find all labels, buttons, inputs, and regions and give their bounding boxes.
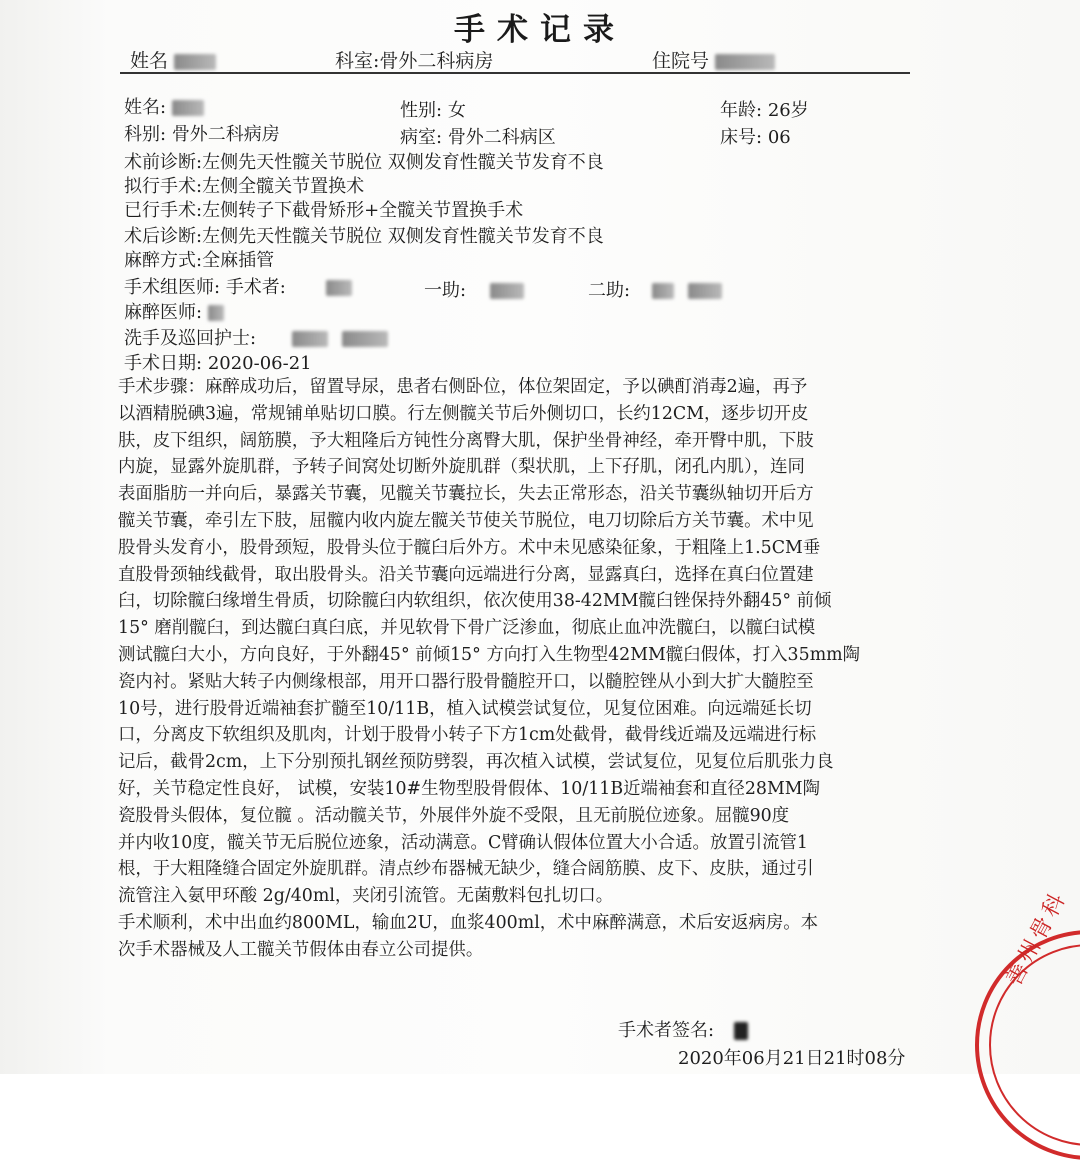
procedure-line: 10号，进行股骨近端袖套扩髓至10/11B，植入试模尝试复位，见复位困难。向远端延长切 [118, 698, 812, 719]
page-title: 手术记录 [454, 12, 626, 48]
official-seal-text: 善州骨科 [1001, 886, 1073, 991]
redaction-block [174, 54, 216, 70]
info-preop-diagnosis: 术前诊断:左侧先天性髋关节脱位 双侧发育性髋关节发育不良 [124, 152, 604, 173]
procedure-line: 测试髋臼大小，方向良好，于外翻45° 前倾15° 方向打入生物型42MM髋臼假体，打入35mm陶 [118, 644, 861, 665]
redaction-block [342, 331, 388, 347]
procedure-line: 臼，切除髋臼缘增生骨质，切除髋臼内软组织，依次使用38-42MM髋臼锉保持外翻45° 前倾 [118, 591, 832, 612]
procedure-line: 流管注入氨甲环酸 2g/40ml，夹闭引流管。无菌敷料包扎切口。 [118, 886, 614, 907]
info-performed-surgery: 已行手术:左侧转子下截骨矫形+全髋关节置换手术 [124, 200, 524, 221]
procedure-line: 15° 磨削髋臼，到达髋臼真臼底，并见软骨下骨广泛渗血，彻底止血冲洗髋臼，以髋臼试模 [118, 618, 816, 639]
info-gender: 性别: 女 [400, 100, 466, 121]
procedure-line: 口，分离皮下软组织及肌肉，计划于股骨小转子下方1cm处截骨，截骨线近端及远端进行标 [118, 725, 817, 746]
header-name: 姓名 [130, 46, 216, 73]
procedure-line: 次手术器械及人工髋关节假体由春立公司提供。 [118, 939, 484, 960]
info-postop-diagnosis: 术后诊断:左侧先天性髋关节脱位 双侧发育性髋关节发育不良 [124, 226, 604, 247]
procedure-line: 股骨头发育小，股骨颈短，股骨头位于髋臼后外方。术中未见感染征象，于粗隆上1.5CM垂 [118, 537, 821, 558]
procedure-line: 记后，截骨2cm，上下分别预扎钢丝预防劈裂，再次植入试模，尝试复位，见复位后肌张力良 [118, 752, 834, 773]
official-seal [975, 886, 1080, 1160]
surgeon-signature: 手术者签名: [618, 1016, 748, 1042]
procedure-line: 以酒精脱碘3遍，常规铺单贴切口膜。行左侧髋关节后外侧切口，长约12CM，逐步切开皮 [118, 403, 809, 424]
info-surgery-date: 手术日期: 2020-06-21 [124, 353, 312, 374]
redaction-block [715, 54, 775, 70]
procedure-text [118, 374, 893, 964]
redaction-block [208, 305, 224, 321]
info-dept: 科别: 骨外二科病房 [124, 124, 280, 145]
info-bed: 床号: 06 [720, 127, 791, 148]
info-anesthetist: 麻醉医师: [124, 298, 224, 324]
redaction-block [490, 283, 524, 299]
info-anesthesia: 麻醉方式:全麻插管 [124, 250, 275, 271]
procedure-line: 内旋，显露外旋肌群，予转子间窝处切断外旋肌群（梨状肌，上下孖肌，闭孔内肌），连同 [118, 457, 805, 478]
redaction-block [326, 280, 352, 296]
info-assistant-2: 二助: [588, 276, 722, 302]
info-assistant-1: 一助: [424, 276, 524, 302]
redaction-block [688, 283, 722, 299]
header-divider [120, 72, 910, 74]
header-dept: 科室:骨外二科病房 [335, 50, 494, 72]
procedure-line: 直股骨颈轴线截骨，取出股骨头。沿关节囊向远端进行分离，显露真臼，选择在真臼位置建 [118, 564, 814, 585]
procedure-line: 根，于大粗隆缝合固定外旋肌群。清点纱布器械无缺少，缝合阔筋膜、皮下、皮肤，通过引 [118, 859, 814, 880]
info-nurses: 洗手及巡回护士: [124, 324, 388, 350]
redaction-block [292, 331, 328, 347]
procedure-line: 髋关节囊，牵引左下肢，屈髋内收内旋左髋关节使关节脱位，电刀切除后方关节囊。术中见 [118, 510, 814, 531]
redaction-block [734, 1022, 748, 1040]
procedure-line: 手术步骤：麻醉成功后，留置导尿，患者右侧卧位，体位架固定，予以碘酊消毒2遍，再予 [118, 377, 808, 397]
procedure-line: 肤，皮下组织，阔筋膜，予大粗隆后方钝性分离臀大肌，保护坐骨神经，牵开臀中肌，下肢 [118, 430, 814, 451]
info-name: 姓名: [124, 93, 204, 119]
info-ward: 病室: 骨外二科病区 [400, 127, 556, 148]
procedure-line: 瓷内衬。紧贴大转子内侧缘根部，用开口器行股骨髓腔开口，以髓腔锉从小到大扩大髓腔至 [118, 671, 814, 692]
header-admission-no: 住院号 [652, 46, 775, 73]
redaction-block [652, 283, 674, 299]
signature-datetime: 2020年06月21日21时08分 [678, 1048, 906, 1069]
procedure-line: 好，关节稳定性良好， 试模，安装10#生物型股骨假体、10/11B近端袖套和直径28MM陶 [118, 778, 820, 799]
procedure-line: 并内收10度，髋关节无后脱位迹象，活动满意。C臂确认假体位置大小合适。放置引流管1 [118, 832, 808, 853]
redaction-block [172, 100, 204, 116]
info-surgeons: 手术组医师: 手术者: [124, 273, 352, 299]
procedure-line: 瓷股骨头假体，复位髋 。活动髋关节，外展伴外旋不受限，且无前脱位迹象。屈髋90度 [118, 805, 790, 826]
procedure-line: 表面脂肪一并向后，暴露关节囊，见髋关节囊拉长，失去正常形态，沿关节囊纵轴切开后方 [118, 484, 814, 505]
procedure-line: 手术顺利，术中出血约800ML，输血2U，血浆400ml，术中麻醉满意，术后安返病房。本 [118, 912, 819, 933]
info-planned-surgery: 拟行手术:左侧全髋关节置换术 [124, 176, 365, 197]
info-age: 年龄: 26岁 [720, 100, 809, 121]
